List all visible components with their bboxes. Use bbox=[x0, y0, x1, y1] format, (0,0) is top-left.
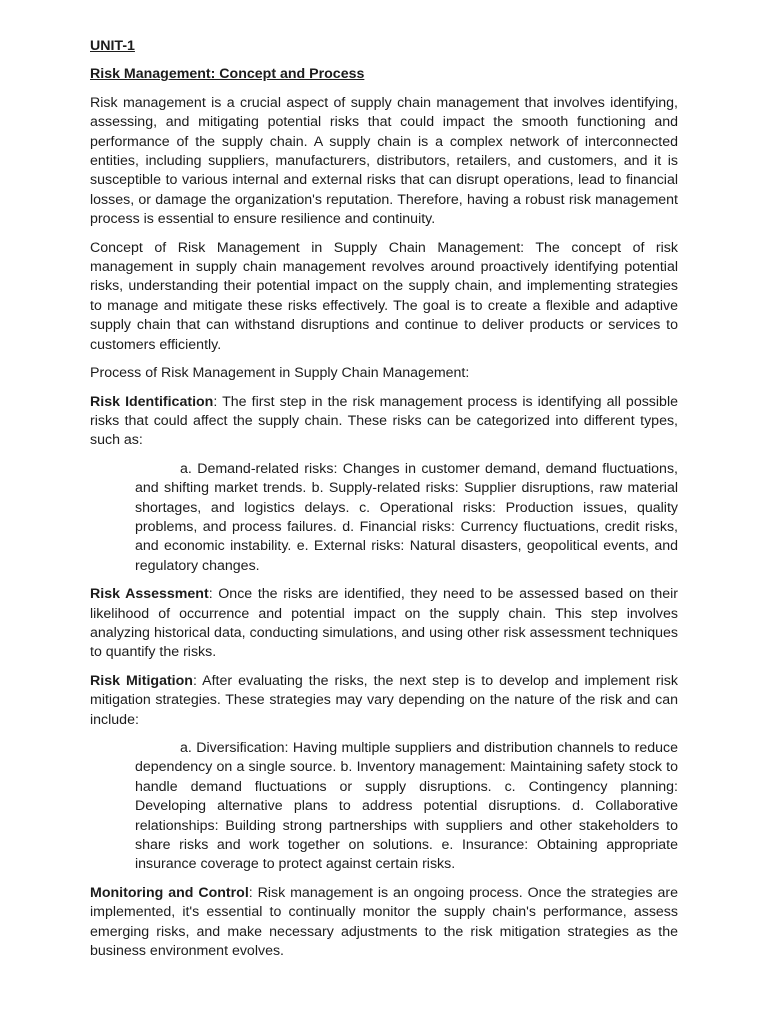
risk-identification-text: : The first step in the risk management process is identifying all possible risks that could affect the supply chain. These risks can be categorized into different types, such as: bbox=[90, 393, 678, 449]
risk-mitigation-text: : After evaluating the risks, the next step is to develop and implement risk mitigation strategies. These strategies may vary depending on the nature of the risk and can include: bbox=[90, 672, 678, 728]
risk-assessment-term: Risk Assessment bbox=[90, 586, 209, 603]
unit-title: UNIT-1 bbox=[90, 38, 135, 54]
process-intro-paragraph: Process of Risk Management in Supply Chain Management: bbox=[90, 365, 470, 382]
risk-identification-paragraph bbox=[90, 393, 678, 451]
document-page bbox=[90, 37, 678, 970]
risk-mitigation-paragraph bbox=[90, 672, 678, 730]
risk-identification-term: Risk Identification bbox=[90, 393, 214, 410]
mitigation-strategies-list: a. Diversification: Having multiple suppliers and distribution channels to reduce dependency on a single source. b. Inventory management: Maintaining safety stock to handle demand fluctuations or supply disruptions. c. Contingency planning: Developing alternative plans to address potential disruptions. d. Collaborative relationships: Building strong partnerships with suppliers and other stakeholders to share risks and work together on solutions. e. Insurance: Obtaining appropriate insurance coverage to protect against certain risks. bbox=[135, 740, 678, 873]
monitoring-control-paragraph bbox=[90, 884, 678, 962]
concept-paragraph: Concept of Risk Management in Supply Chain Management: The concept of risk management in supply chain management revolves around proactively identifying potential risks, understanding their potential impact on the supply chain, and implementing strategies to manage and mitigate these risks effectively. The goal is to create a flexible and adaptive supply chain that can withstand disruptions and continue to deliver products or services to customers efficiently. bbox=[90, 239, 678, 353]
risk-assessment-paragraph bbox=[90, 585, 678, 663]
intro-paragraph: Risk management is a crucial aspect of supply chain management that involves identifying, assessing, and mitigating potential risks that could impact the smooth functioning and performance of the supply chain. A supply chain is a complex network of interconnected entities, including suppliers, manufacturers, distributors, retailers, and customers, and it is susceptible to various internal and external risks that can disrupt operations, lead to financial losses, or damage the organization's reputation. Therefore, having a robust risk management process is essential to ensure resilience and continuity. bbox=[90, 94, 678, 228]
risk-assessment-text: : Once the risks are identified, they need to be assessed based on their likelihood of occurrence and potential impact on the supply chain. This step involves analyzing historical data, conducting simulations, and using other risk assessment techniques to quantify the risks. bbox=[90, 586, 678, 661]
monitoring-control-text: : Risk management is an ongoing process. Once the strategies are implemented, it's essential to continually monitor the supply chain's performance, assess emerging risks, and make necessary adjustments to the risk mitigation strategies as the business environment evolves. bbox=[90, 884, 678, 960]
risk-types-list: a. Demand-related risks: Changes in customer demand, demand fluctuations, and shifting market trends. b. Supply-related risks: Supplier disruptions, raw material shortages, and logistics delays. c. Operational risks: Production issues, quality problems, and process failures. d. Financial risks: Currency fluctuations, credit risks, and economic instability. e. External risks: Natural disasters, geopolitical events, and regulatory changes. bbox=[135, 460, 678, 574]
monitoring-control-term: Monitoring and Control bbox=[90, 884, 249, 901]
section-title: Risk Management: Concept and Process bbox=[90, 66, 365, 83]
risk-mitigation-term: Risk Mitigation bbox=[90, 672, 193, 689]
